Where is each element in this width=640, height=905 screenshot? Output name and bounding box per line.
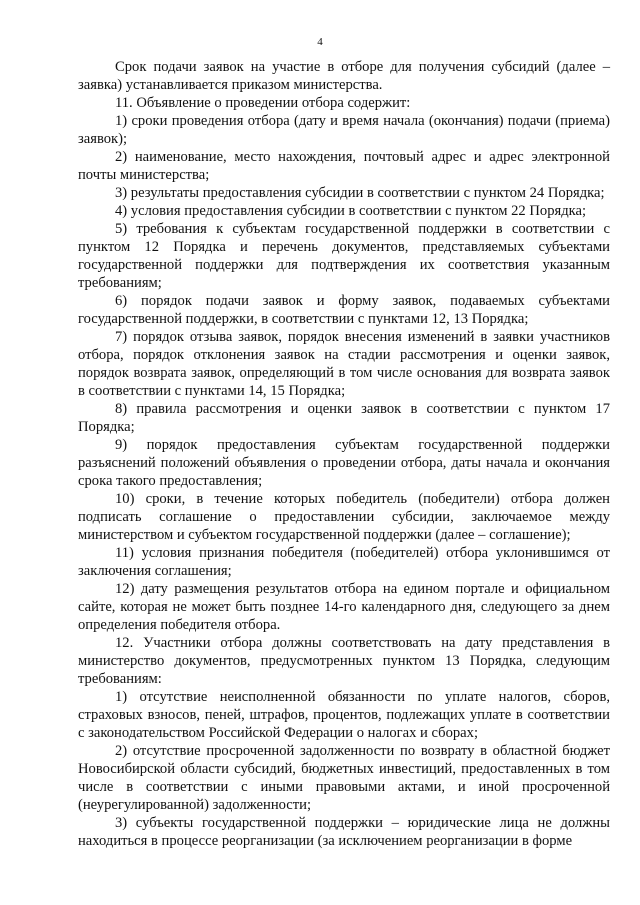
paragraph-clause-12: 12. Участники отбора должны соответствовать на дату представления в министерство документов, предусмотренных пунктом 13 Порядка, следующим требованиям: [78,635,610,687]
paragraph-clause-12-item-3: 3) субъекты государственной поддержки – юридические лица не должны находиться в процессе реорганизации (за исключением реорганизации в форме [78,815,610,849]
paragraph-clause-11-item-7: 7) порядок отзыва заявок, порядок внесения изменений в заявки участников отбора, порядок отклонения заявок на стадии рассмотрения и оценки заявок, порядок возврата заявок, определяющий в том числе основания для возврата заявок в соответствии с пунктами 14, 15 Порядка; [78,329,610,399]
paragraph-clause-11-item-10: 10) сроки, в течение которых победитель (победители) отбора должен подписать соглашение о предоставлении субсидии, заключаемое между министерством и субъектом государственной поддержки (далее – соглашение); [78,491,610,543]
paragraph-clause-11-item-2: 2) наименование, место нахождения, почтовый адрес и адрес электронной почты министерства; [78,149,610,183]
paragraph-clause-11: 11. Объявление о проведении отбора содержит: [115,95,411,111]
paragraph-clause-11-item-11: 11) условия признания победителя (победителей) отбора уклонившимся от заключения соглашения; [78,545,610,579]
paragraph-clause-12-item-2: 2) отсутствие просроченной задолженности по возврату в областной бюджет Новосибирской области субсидий, бюджетных инвестиций, предоставленных в том числе в соответствии с иными правовыми актами, и иной просроченной (неурегулированной) задолженности; [78,743,610,813]
paragraph-clause-11-item-6: 6) порядок подачи заявок и форму заявок, подаваемых субъектами государственной поддержки, в соответствии с пунктами 12, 13 Порядка; [78,293,610,327]
paragraph-clause-11-item-5: 5) требования к субъектам государственной поддержки в соответствии с пунктом 12 Порядка и перечень документов, представляемых субъектами государственной поддержки для подтверждения их соответствия указанным требованиям; [78,221,610,291]
paragraph-clause-11-item-4: 4) условия предоставления субсидии в соответствии с пунктом 22 Порядка; [115,203,587,219]
paragraph-clause-11-item-1: 1) сроки проведения отбора (дату и время начала (окончания) подачи (приема) заявок); [78,113,610,147]
paragraph-submission-deadline: Срок подачи заявок на участие в отборе для получения субсидий (далее – заявка) устанавливается приказом министерства. [78,59,610,93]
page-number: 4 [317,36,323,48]
paragraph-clause-11-item-9: 9) порядок предоставления субъектам государственной поддержки разъяснений положений объявления о проведении отбора, даты начала и окончания срока такого предоставления; [78,437,610,489]
paragraph-clause-11-item-12: 12) дату размещения результатов отбора на едином портале и официальном сайте, которая не может быть позднее 14-го календарного дня, следующего за днем определения победителя отбора. [78,581,610,633]
document-body [78,58,610,850]
paragraph-clause-11-item-3: 3) результаты предоставления субсидии в соответствии с пунктом 24 Порядка; [115,185,605,201]
paragraph-clause-11-item-8: 8) правила рассмотрения и оценки заявок в соответствии с пунктом 17 Порядка; [78,401,610,435]
paragraph-clause-12-item-1: 1) отсутствие неисполненной обязанности по уплате налогов, сборов, страховых взносов, пеней, штрафов, процентов, подлежащих уплате в соответствии с законодательством Российской Федерации о налогах и сборах; [78,689,610,741]
